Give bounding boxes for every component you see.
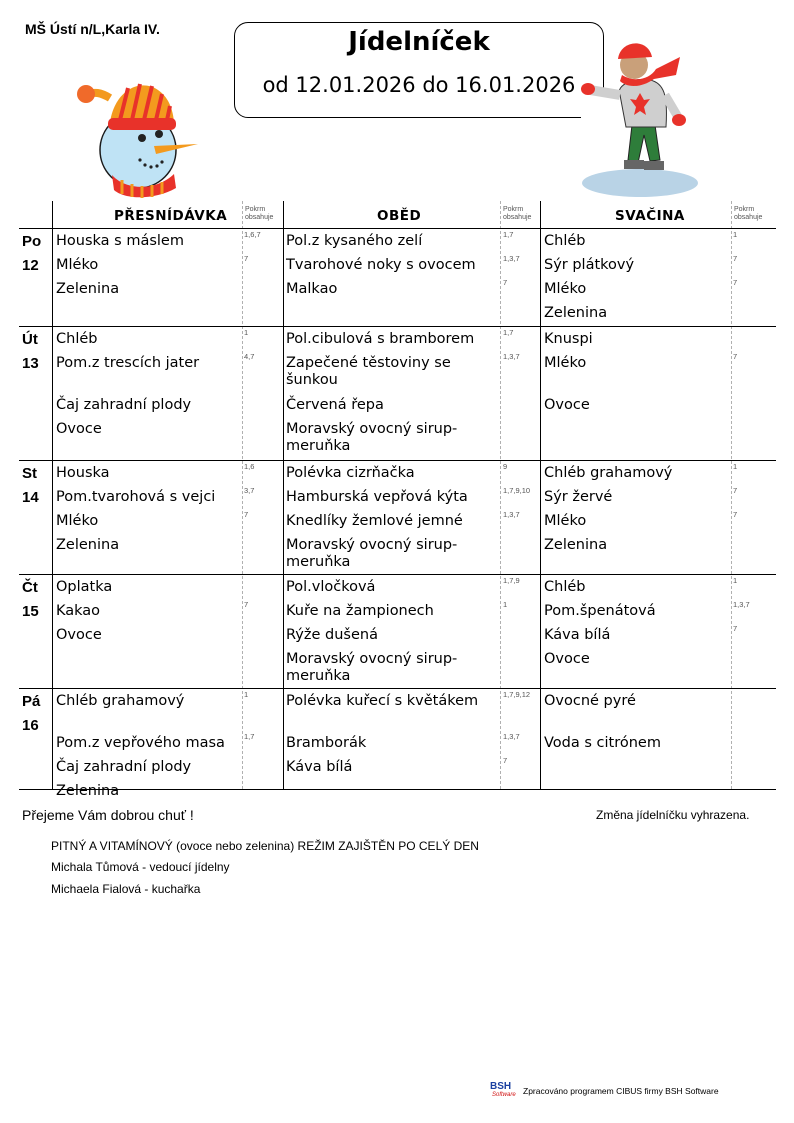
day-date: 14 (22, 489, 39, 506)
lunch-item: Rýže dušená (286, 627, 378, 643)
breakfast-allergens: 3,7 (244, 486, 255, 495)
breakfast-item: Zelenina (56, 537, 120, 553)
breakfast-item: Zelenina (56, 281, 120, 297)
breakfast-allergens: 7 (244, 600, 249, 609)
breakfast-item: Chléb grahamový (56, 693, 185, 709)
grid-line (540, 201, 541, 789)
breakfast-allergens: 7 (244, 510, 249, 519)
software-credit: Zpracováno programem CIBUS firmy BSH Software (523, 1086, 719, 1096)
breakfast-allergens: 1 (244, 690, 249, 699)
lunch-item: Káva bílá (286, 759, 353, 775)
grid-line-dashed (731, 201, 732, 789)
snack-item: Káva bílá (544, 627, 611, 643)
lunch-item: Pol.cibulová s bramborem (286, 331, 475, 347)
lunch-item: Knedlíky žemlové jemné (286, 513, 463, 529)
snack-allergens: 7 (733, 352, 738, 361)
column-header-lunch: OBĚD (377, 208, 422, 224)
breakfast-allergens: 1 (244, 328, 249, 337)
day-abbr: Út (22, 331, 38, 348)
snack-item: Ovocné pyré (544, 693, 636, 709)
grid-line (283, 201, 284, 789)
lunch-item: Moravský ovocný sirup-meruňka (286, 651, 458, 684)
drinking-regime-note: PITNÝ A VITAMÍNOVÝ (ovoce nebo zelenina) REŽIM ZAJIŠTĚN PO CELÝ DEN (51, 839, 479, 853)
lunch-allergens: 7 (503, 756, 508, 765)
breakfast-item: Pom.tvarohová s vejci (56, 489, 216, 505)
breakfast-item: Mléko (56, 257, 99, 273)
row-divider (19, 574, 776, 575)
lunch-allergens: 1,7,9,10 (503, 486, 531, 495)
snack-item: Sýr plátkový (544, 257, 635, 273)
row-divider (19, 326, 776, 327)
breakfast-allergens: 1,7 (244, 732, 255, 741)
breakfast-item: Čaj zahradní plody (56, 759, 192, 775)
breakfast-item: Ovoce (56, 627, 102, 643)
snack-item: Chléb (544, 233, 586, 249)
school-name: MŠ Ústí n/L,Karla IV. (25, 21, 160, 37)
lunch-allergens: 1,3,7 (503, 352, 520, 361)
row-divider (19, 688, 776, 689)
lunch-item: Polévka cizrňačka (286, 465, 415, 481)
breakfast-allergens: 1,6,7 (244, 230, 261, 239)
lunch-item: Kuře na žampionech (286, 603, 434, 619)
lunch-item: Moravský ovocný sirup-meruňka (286, 421, 458, 454)
breakfast-item: Mléko (56, 513, 99, 529)
snack-item: Pom.špenátová (544, 603, 656, 619)
grid-line (52, 201, 53, 789)
lunch-item: Moravský ovocný sirup-meruňka (286, 537, 458, 570)
lunch-allergens: 1,3,7 (503, 732, 520, 741)
bsh-logo: BSH Software (490, 1081, 516, 1098)
lunch-allergens: 9 (503, 462, 508, 471)
column-header-snack: SVAČINA (615, 208, 685, 224)
snack-item: Mléko (544, 513, 587, 529)
allergen-header-breakfast: Pokrm obsahuje (245, 206, 274, 221)
lunch-item: Polévka kuřecí s květákem (286, 693, 479, 709)
snack-allergens: 7 (733, 486, 738, 495)
day-abbr: Po (22, 233, 42, 250)
change-notice: Změna jídelníčku vyhrazena. (596, 808, 750, 822)
lunch-allergens: 1,7 (503, 328, 514, 337)
snack-allergens: 7 (733, 624, 738, 633)
date-range: od 12.01.2026 do 16.01.2026 (262, 73, 576, 97)
snowman-illustration (70, 70, 210, 200)
lunch-item: Tvarohové noky s ovocem (286, 257, 476, 273)
breakfast-allergens: 7 (244, 254, 249, 263)
day-abbr: Pá (22, 693, 41, 710)
canteen-manager: Michala Tůmová - vedoucí jídelny (51, 860, 230, 874)
grid-line-dashed (242, 201, 243, 789)
row-divider (19, 228, 776, 229)
snack-item: Chléb grahamový (544, 465, 673, 481)
column-header-breakfast: PŘESNÍDÁVKA (114, 208, 228, 224)
lunch-item: Pol.z kysaného zelí (286, 233, 423, 249)
day-abbr: St (22, 465, 37, 482)
snack-item: Ovoce (544, 651, 590, 667)
lunch-allergens: 1 (503, 600, 508, 609)
snack-allergens: 1 (733, 576, 738, 585)
lunch-allergens: 1,7,9 (503, 576, 520, 585)
lunch-allergens: 1,3,7 (503, 510, 520, 519)
snack-allergens: 7 (733, 278, 738, 287)
breakfast-item: Pom.z trescích jater (56, 355, 200, 371)
bon-appetit-text: Přejeme Vám dobrou chuť ! (22, 807, 194, 823)
snack-item: Knuspi (544, 331, 593, 347)
snack-item: Chléb (544, 579, 586, 595)
cook-name: Michaela Fialová - kuchařka (51, 882, 201, 896)
lunch-allergens: 1,7,9,12 (503, 690, 531, 699)
lunch-allergens: 1,3,7 (503, 254, 520, 263)
row-divider (19, 460, 776, 461)
breakfast-item: Kakao (56, 603, 101, 619)
snack-allergens: 7 (733, 510, 738, 519)
snack-allergens: 1 (733, 462, 738, 471)
allergen-header-lunch: Pokrm obsahuje (503, 206, 532, 221)
breakfast-item: Oplatka (56, 579, 113, 595)
breakfast-item: Pom.z vepřového masa (56, 735, 225, 751)
lunch-allergens: 7 (503, 278, 508, 287)
row-divider (19, 789, 776, 790)
breakfast-allergens: 4,7 (244, 352, 255, 361)
snack-item: Sýr žervé (544, 489, 613, 505)
lunch-allergens: 1,7 (503, 230, 514, 239)
snack-item: Zelenina (544, 305, 608, 321)
snack-item: Mléko (544, 355, 587, 371)
menu-table (19, 201, 776, 799)
snack-allergens: 1 (733, 230, 738, 239)
day-date: 12 (22, 257, 39, 274)
breakfast-allergens: 1,6 (244, 462, 255, 471)
lunch-item: Hamburská vepřová kýta (286, 489, 468, 505)
day-abbr: Čt (22, 579, 38, 596)
breakfast-item: Ovoce (56, 421, 102, 437)
breakfast-item: Houska s máslem (56, 233, 184, 249)
snack-allergens: 1,3,7 (733, 600, 750, 609)
breakfast-item: Zelenina (56, 783, 120, 799)
allergen-header-snack: Pokrm obsahuje (734, 206, 763, 221)
lunch-item: Bramborák (286, 735, 367, 751)
snack-allergens: 7 (733, 254, 738, 263)
breakfast-item: Chléb (56, 331, 98, 347)
breakfast-item: Houska (56, 465, 110, 481)
snack-item: Voda s citrónem (544, 735, 661, 751)
day-date: 13 (22, 355, 39, 372)
snack-item: Ovoce (544, 397, 590, 413)
lunch-item: Zapečené těstoviny se šunkou (286, 355, 451, 388)
page-title: Jídelníček (348, 27, 490, 57)
day-date: 16 (22, 717, 39, 734)
title-box (234, 22, 604, 118)
day-date: 15 (22, 603, 39, 620)
lunch-item: Pol.vločková (286, 579, 376, 595)
snack-item: Mléko (544, 281, 587, 297)
snack-item: Zelenina (544, 537, 608, 553)
lunch-item: Červená řepa (286, 397, 384, 413)
grid-line-dashed (500, 201, 501, 789)
breakfast-item: Čaj zahradní plody (56, 397, 192, 413)
lunch-item: Malkao (286, 281, 338, 297)
ice-skater-illustration (580, 35, 705, 200)
